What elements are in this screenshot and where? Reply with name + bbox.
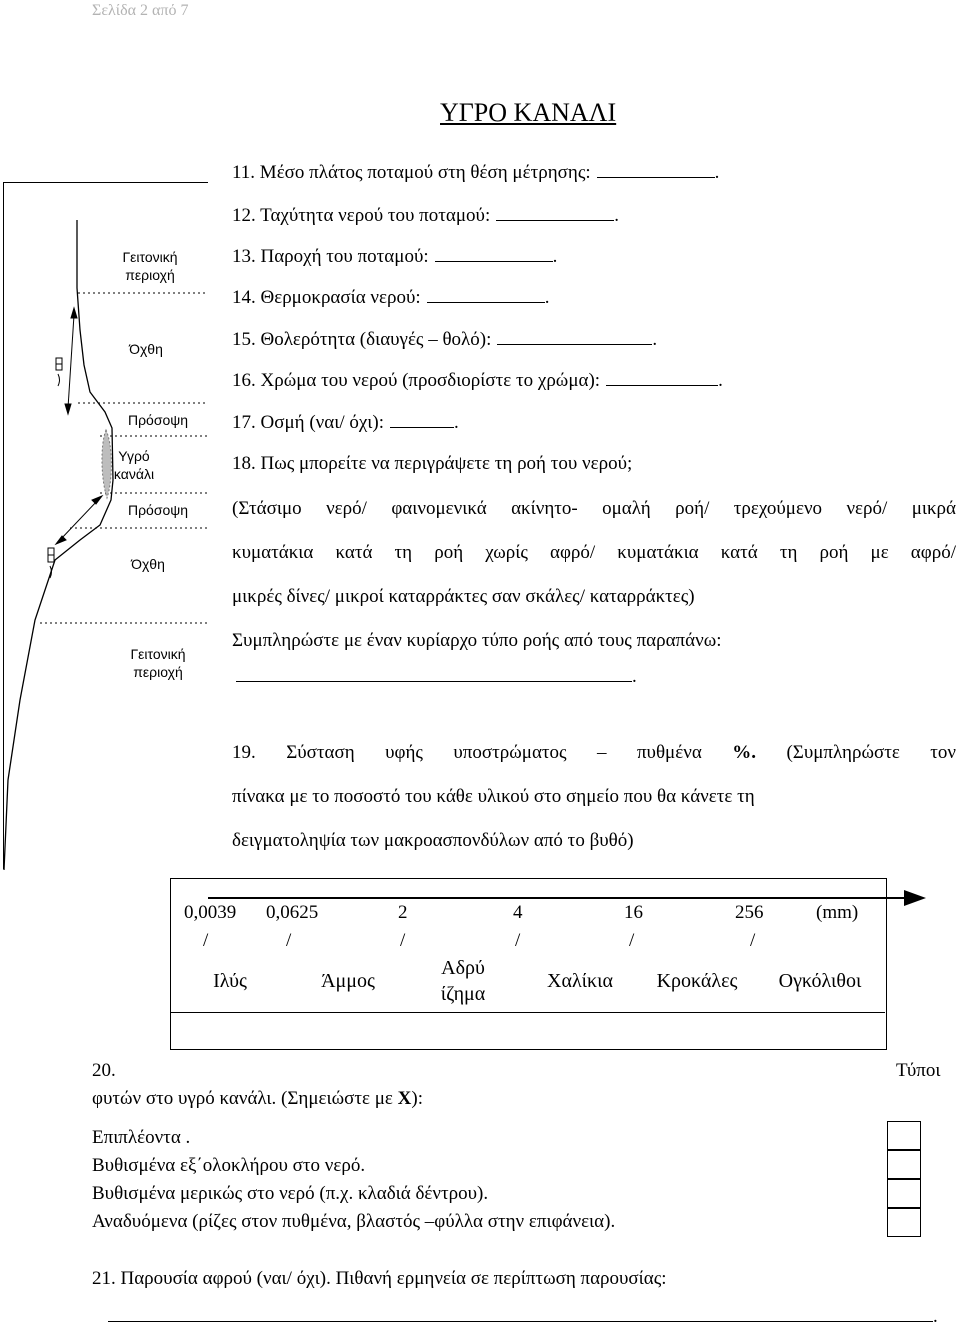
grain-size-scale-line bbox=[208, 897, 918, 899]
side-label-neighboring-area-bottom: Γειτονική περιοχή bbox=[130, 646, 186, 680]
answer-blank-14[interactable] bbox=[427, 301, 545, 303]
category-boulders: Ογκόλιθοι bbox=[778, 970, 862, 992]
answer-blank-18[interactable] bbox=[236, 680, 632, 682]
tick-0-0625: 0,0625 bbox=[266, 902, 319, 923]
question-21-answer: . bbox=[108, 1306, 938, 1328]
question-21: 21. Παρουσία αφρού (ναι/ όχι). Πιθανή ερμηνεία σε περίπτωση παρουσίας: bbox=[92, 1268, 667, 1289]
question-16: 16. Χρώμα του νερού (προσδιορίστε το χρώμα): . bbox=[232, 370, 723, 391]
plant-type-emergent: Αναδυόμενα (ρίζες στον πυθμένα, βλαστός –φύλλα στην επιφάνεια). bbox=[92, 1211, 616, 1232]
answer-blank-15[interactable] bbox=[497, 343, 652, 345]
plant-type-fully-submerged: Βυθισμένα εξ΄ολοκλήρου στο νερό. bbox=[92, 1155, 366, 1176]
category-sand: Άμμος bbox=[321, 970, 375, 992]
question-20-number: 20. bbox=[92, 1060, 116, 1081]
checkbox-floating[interactable] bbox=[887, 1121, 921, 1150]
checkbox-emergent[interactable] bbox=[887, 1208, 921, 1237]
tick-slash: / bbox=[629, 930, 635, 951]
side-label-wet-channel: Υγρό κανάλι bbox=[113, 448, 155, 482]
answer-blank-13[interactable] bbox=[435, 260, 553, 262]
question-15: 15. Θολερότητα (διαυγές – θολό): . bbox=[232, 329, 658, 350]
question-18-options: (Στάσιμο νερό/ φαινομενικά ακίνητο- ομαλή ροή/ τρεχούμενο νερό/ μικρά κυματάκια κατά τη ροή χωρίς αφρό/ κυματάκια κατά τη ροή με αφρό/ μικρές δίνες/ μικροί καταρράκτες σαν σκάλες/ καταρράκτες) Συμπληρώστε με έναν κυρίαρχο τύπο ροής από τους παραπάνω: bbox=[232, 498, 956, 651]
answer-blank-16[interactable] bbox=[606, 384, 718, 386]
tick-256: 256 bbox=[735, 902, 764, 923]
question-20-right-word: Τύποι bbox=[896, 1060, 941, 1081]
tick-16: 16 bbox=[624, 902, 643, 923]
category-gravel: Χαλίκια bbox=[547, 970, 613, 992]
page-number: Σελίδα 2 από 7 bbox=[92, 2, 189, 19]
tick-slash: / bbox=[400, 930, 406, 951]
question-14: 14. Θερμοκρασία νερού: . bbox=[232, 287, 550, 308]
sediment-table-divider bbox=[170, 1012, 885, 1013]
question-19: 19. Σύσταση υφής υποστρώματος – πυθμένα %. (Συμπληρώστε τον πίνακα με το ποσοστό του κάθε υλικού στο σημείο που θα κάνετε τη δειγματοληψία των μακροασπονδύλων από το βυθό) bbox=[232, 742, 957, 851]
question-13: 13. Παροχή του ποταμού: . bbox=[232, 246, 558, 267]
plant-type-floating: Επιπλέοντα . bbox=[92, 1127, 191, 1148]
answer-blank-21[interactable] bbox=[108, 1320, 933, 1322]
tick-0-0039: 0,0039 bbox=[184, 902, 237, 923]
checkbox-fully-submerged[interactable] bbox=[887, 1150, 921, 1179]
side-label-bank-top: Όχθη bbox=[129, 341, 163, 357]
side-label-facade-top: Πρόσοψη bbox=[127, 412, 189, 428]
answer-blank-17[interactable] bbox=[390, 426, 454, 428]
unit-label: (mm) bbox=[816, 902, 859, 923]
tick-slash: / bbox=[750, 930, 756, 951]
question-11: 11. Μέσο πλάτος ποταμού στη θέση μέτρησης: . bbox=[232, 162, 720, 183]
side-label-facade-bottom: Πρόσοψη bbox=[127, 502, 189, 518]
plant-type-partially-submerged: Βυθισμένα μερικώς στο νερό (π.χ. κλαδιά δέντρου). bbox=[92, 1183, 489, 1204]
tick-slash: / bbox=[286, 930, 292, 951]
category-silt: Ιλύς bbox=[213, 970, 247, 992]
question-20: φυτών στο υγρό κανάλι. (Σημειώστε με Χ): bbox=[92, 1088, 423, 1109]
question-17: 17. Οσμή (ναι/ όχι): . bbox=[232, 412, 459, 433]
question-18: 18. Πως μπορείτε να περιγράψετε τη ροή του νερού; bbox=[232, 453, 633, 474]
answer-blank-11[interactable] bbox=[597, 176, 715, 178]
checkbox-partially-submerged[interactable] bbox=[887, 1179, 921, 1208]
category-coarse-sediment: Αδρύ ίζημα bbox=[440, 957, 486, 1005]
side-label-bank-bottom: Όχθη bbox=[131, 556, 165, 572]
side-label-neighboring-area-top: Γειτονική περιοχή bbox=[122, 249, 178, 283]
tick-4: 4 bbox=[513, 902, 523, 923]
tick-2: 2 bbox=[398, 902, 408, 923]
answer-blank-12[interactable] bbox=[496, 219, 614, 221]
tick-slash: / bbox=[203, 930, 209, 951]
page-title: ΥΓΡΟ ΚΑΝΑΛΙ bbox=[440, 98, 617, 127]
arrow-right-icon bbox=[904, 890, 926, 906]
category-pebbles: Κροκάλες bbox=[656, 970, 738, 992]
question-12: 12. Ταχύτητα νερού του ποταμού: . bbox=[232, 205, 619, 226]
question-18-answer: . bbox=[236, 666, 637, 688]
tick-slash: / bbox=[515, 930, 521, 951]
